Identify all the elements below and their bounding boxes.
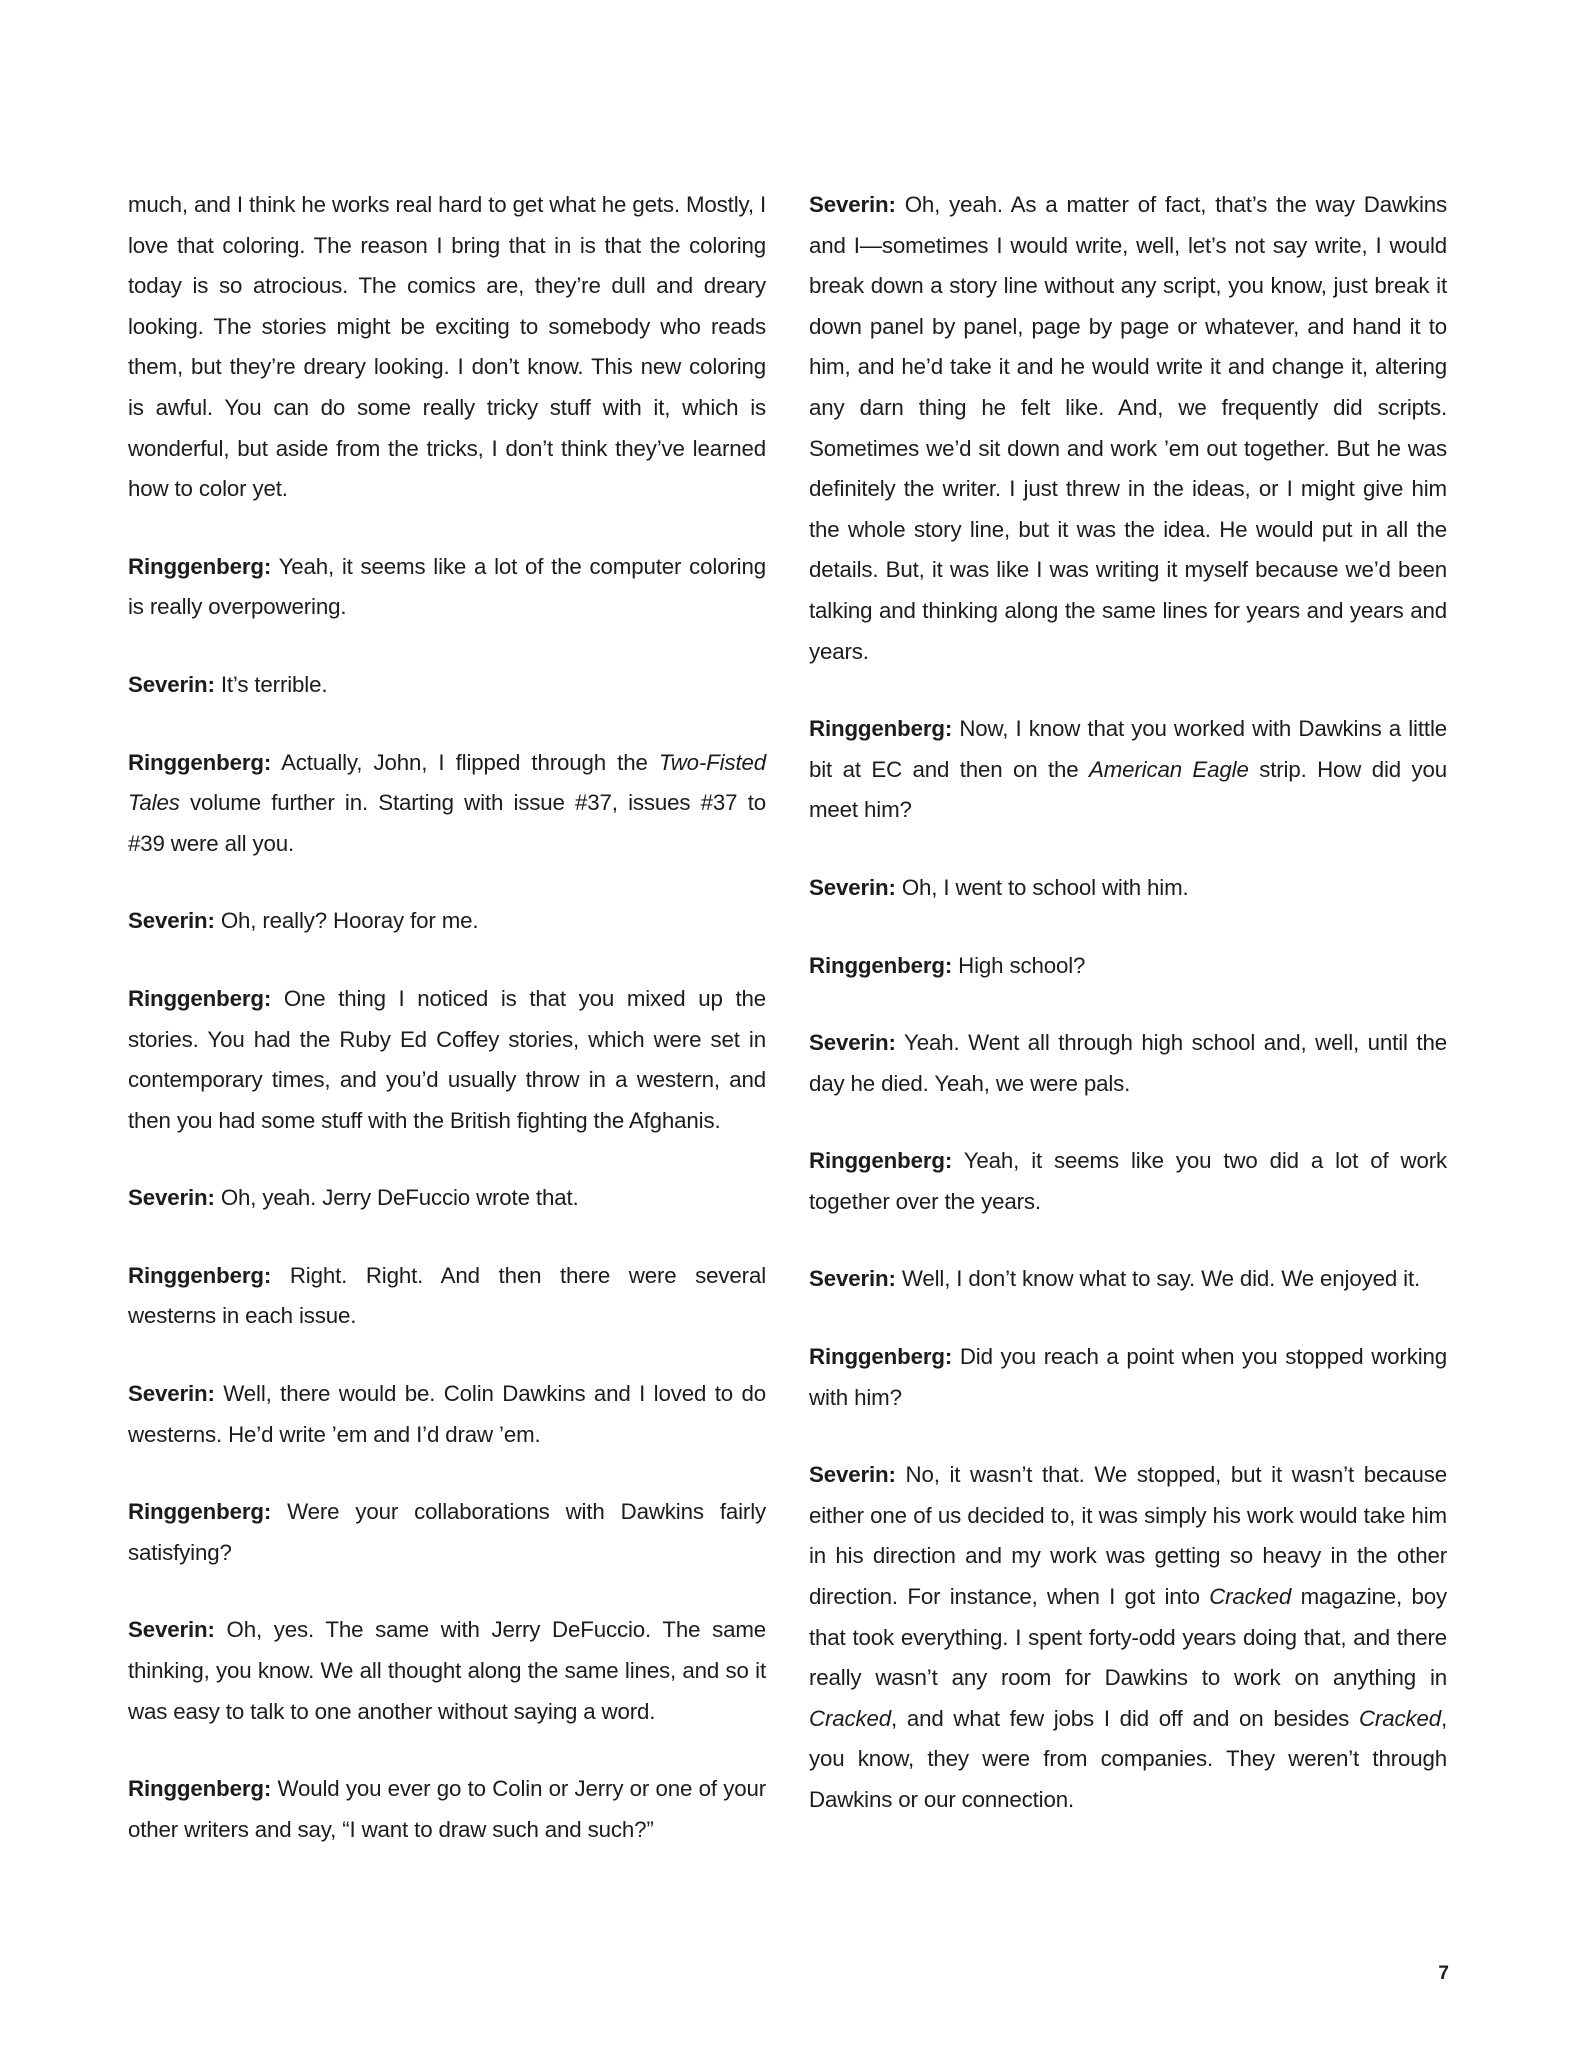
speaker-label: Ringgenberg:: [809, 1148, 953, 1174]
title-italic: American Eagle: [1088, 756, 1249, 782]
paragraph-text: strip. How did you meet him?: [809, 756, 1447, 823]
paragraph-text: Well, there would be. Colin Dawkins and I loved to do westerns. He’d write ’em and I’d draw ’em.: [128, 1381, 766, 1447]
paragraph-text: Oh, yes. The same with Jerry DeFuccio. The same thinking, you know. We all thought along the same lines, and so it was easy to talk to one another without saying a word.: [128, 1617, 766, 1724]
paragraph-text: It’s terrible.: [220, 671, 328, 697]
speaker-label: Severin:: [128, 1185, 215, 1211]
paragraph-text: Actually, John, I flipped through the: [281, 749, 659, 775]
paragraph-text: Yeah, it seems like a lot of the computer coloring is really overpowering.: [128, 553, 766, 620]
paragraph-severin: [809, 1455, 1447, 1820]
paragraph-ringgenberg: [128, 1492, 766, 1573]
paragraph-ringgenberg: [128, 1769, 766, 1850]
speaker-label: Severin:: [809, 874, 896, 900]
paragraph-text: High school?: [958, 952, 1086, 978]
paragraph-text: Did you reach a point when you stopped working with him?: [809, 1344, 1447, 1410]
paragraph-text: Oh, I went to school with him.: [901, 874, 1189, 900]
speaker-label: Ringgenberg:: [128, 749, 272, 775]
paragraph-ringgenberg: [809, 1337, 1447, 1418]
paragraph-text: , you know, they were from companies. They weren’t through Dawkins or our connection.: [809, 1705, 1447, 1812]
title-italic: Cracked: [809, 1705, 891, 1731]
paragraph-continuation: [128, 185, 766, 510]
speaker-label: Severin:: [809, 192, 896, 217]
paragraph-ringgenberg: [809, 1141, 1447, 1222]
speaker-label: Severin:: [128, 671, 215, 697]
paragraph-text: Yeah, it seems like you two did a lot of work together over the years.: [809, 1148, 1447, 1214]
paragraph-text: Right. Right. And then there were several westerns in each issue.: [128, 1262, 766, 1329]
paragraph-ringgenberg: [128, 743, 766, 865]
speaker-label: Ringgenberg:: [128, 553, 272, 579]
paragraph-text: magazine, boy that took everything. I spent forty-odd years doing that, and there really wasn’t any room for Dawkins to work on anything in: [809, 1584, 1447, 1691]
speaker-label: Severin:: [128, 908, 215, 934]
paragraph-severin: [128, 901, 766, 942]
paragraph-severin: [809, 185, 1447, 672]
speaker-label: Ringgenberg:: [128, 985, 272, 1011]
paragraph-severin: [809, 1023, 1447, 1104]
speaker-label: Ringgenberg:: [809, 952, 953, 978]
paragraph-severin: [128, 1610, 766, 1732]
paragraph-severin: [809, 1259, 1447, 1300]
speaker-label: Severin:: [128, 1617, 215, 1643]
paragraph-ringgenberg: [128, 979, 766, 1141]
paragraph-ringgenberg: [128, 547, 766, 628]
paragraph-text: Well, I don’t know what to say. We did. We enjoyed it.: [901, 1266, 1421, 1292]
paragraph-text: Oh, yeah. As a matter of fact, that’s the way Dawkins and I—sometimes I would write, well, let’s not say write, I would break down a story line without any script, you know, just break it down panel by panel, page by page or whatever, and hand it to him, and he’d take it and he would write it and change it, altering any darn thing he felt like. And, we frequently did scripts. Sometimes we’d sit down and work ’em out together. But he was definitely the writer. I just threw in the ideas, or I might give him the whole story line, but it was the idea. He would put in all the details. But, it was like I was writing it myself because we’d been talking and thinking along the same lines for years and years and years.: [809, 192, 1447, 664]
right-text-column: [809, 185, 1447, 1850]
paragraph-text: Were your collaborations with Dawkins fairly satisfying?: [128, 1499, 767, 1565]
title-italic: Two-Fisted Tales: [128, 749, 766, 816]
paragraph-severin: [128, 665, 766, 706]
speaker-label: Severin:: [809, 1266, 896, 1292]
paragraph-text: Oh, yeah. Jerry DeFuccio wrote that.: [220, 1185, 579, 1211]
paragraph-text: volume further in. Starting with issue #37, issues #37 to #39 were all you.: [128, 790, 766, 856]
paragraph-text: One thing I noticed is that you mixed up the stories. You had the Ruby Ed Coffey stories, which were set in contemporary times, and you’d usually throw in a western, and then you had some stuff with the British fighting the Afghanis.: [128, 985, 766, 1133]
title-italic: Cracked: [1209, 1584, 1292, 1610]
paragraph-segments: [809, 1462, 1447, 1812]
title-italic: Cracked: [1358, 1705, 1441, 1731]
speaker-label: Severin:: [809, 1462, 896, 1488]
paragraph-text: Now, I know that you worked with Dawkins a little bit at EC and then on the: [809, 716, 1448, 782]
paragraph-severin: [809, 868, 1447, 909]
speaker-label: Ringgenberg:: [809, 1344, 953, 1370]
paragraph-severin: [128, 1178, 766, 1219]
paragraph-text: No, it wasn’t that. We stopped, but it wasn’t because either one of us decided to, it was simply his work would take him in his direction and my work was getting so heavy in the other direction. For instance, when I got into: [809, 1462, 1447, 1610]
left-text-column: [128, 185, 766, 1850]
speaker-label: Severin:: [809, 1030, 896, 1056]
paragraph-ringgenberg: [128, 1256, 766, 1337]
paragraph-text: Oh, really? Hooray for me.: [220, 908, 479, 934]
page-number: 7: [1438, 1963, 1449, 1984]
speaker-label: Ringgenberg:: [809, 716, 953, 742]
speaker-label: Ringgenberg:: [128, 1262, 272, 1288]
two-column-body: [128, 185, 1448, 1850]
paragraph-severin: [128, 1374, 766, 1455]
speaker-label: Severin:: [128, 1381, 215, 1407]
paragraph-text: , and what few jobs I did off and on besides: [890, 1705, 1359, 1731]
speaker-label: Ringgenberg:: [128, 1499, 272, 1525]
paragraph-ringgenberg: [809, 709, 1447, 831]
speaker-label: Ringgenberg:: [128, 1776, 272, 1802]
paragraph-text: Yeah. Went all through high school and, well, until the day he died. Yeah, we were pals.: [809, 1030, 1447, 1096]
paragraph-ringgenberg: [809, 946, 1447, 987]
paragraph-text: Would you ever go to Colin or Jerry or one of your other writers and say, “I want to draw such and such?”: [128, 1776, 767, 1842]
paragraph-text: much, and I think he works real hard to get what he gets. Mostly, I love that coloring. The reason I bring that in is that the coloring today is so atrocious. The comics are, they’re dull and dreary looking. The stories might be exciting to somebody who reads them, but they’re dreary looking. I don’t know. This new coloring is awful. You can do some really tricky stuff with it, which is wonderful, but aside from the tricks, I don’t think they’ve learned how to color yet.: [128, 192, 766, 502]
